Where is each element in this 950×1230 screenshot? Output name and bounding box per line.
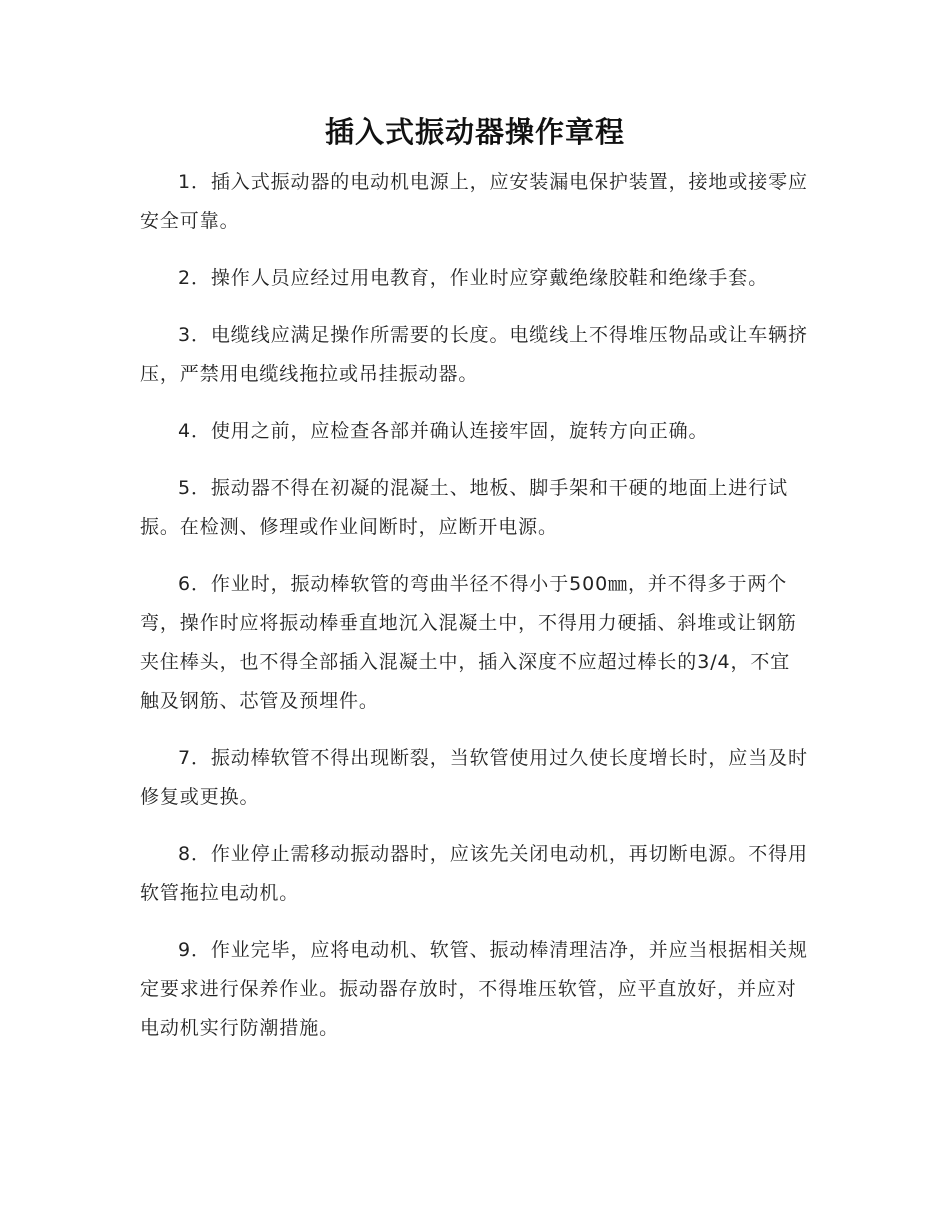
paragraph-2: 2．操作人员应经过用电教育，作业时应穿戴绝缘胶鞋和绝缘手套。 [178, 267, 769, 289]
paragraph-7: 7．振动棒软管不得出现断裂，当软管使用过久使长度增长时，应当及时修复或更换。 [140, 747, 808, 808]
paragraph-9: 9．作业完毕，应将电动机、软管、振动棒清理洁净，并应当根据相关规定要求进行保养作业。振动器存放时，不得堆压软管，应平直放好，并应对电动机实行防潮措施。 [140, 939, 808, 1039]
document-title: 插入式振动器操作章程 [324, 115, 625, 149]
paragraph-8: 8．作业停止需移动振动器时，应该先关闭电动机，再切断电源。不得用软管拖拉电动机。 [140, 843, 808, 904]
paragraph-1: 1．插入式振动器的电动机电源上，应安装漏电保护装置，接地或接零应安全可靠。 [140, 171, 808, 232]
document-body [140, 163, 808, 1066]
paragraph-4: 4．使用之前，应检查各部并确认连接牢固，旋转方向正确。 [178, 420, 709, 442]
paragraph-3: 3．电缆线应满足操作所需要的长度。电缆线上不得堆压物品或让车辆挤压，严禁用电缆线拖拉或吊挂振动器。 [140, 324, 808, 385]
paragraph-6: 6．作业时，振动棒软管的弯曲半径不得小于500㎜，并不得多于两个弯，操作时应将振动棒垂直地沉入混凝土中，不得用力硬插、斜堆或让钢筋夹住棒头，也不得全部插入混凝土中，插入深度不应超过棒长的3/4，不宜触及钢筋、芯管及预埋件。 [140, 573, 797, 712]
paragraph-5: 5．振动器不得在初凝的混凝土、地板、脚手架和干硬的地面上进行试振。在检测、修理或作业间断时，应断开电源。 [140, 477, 788, 538]
